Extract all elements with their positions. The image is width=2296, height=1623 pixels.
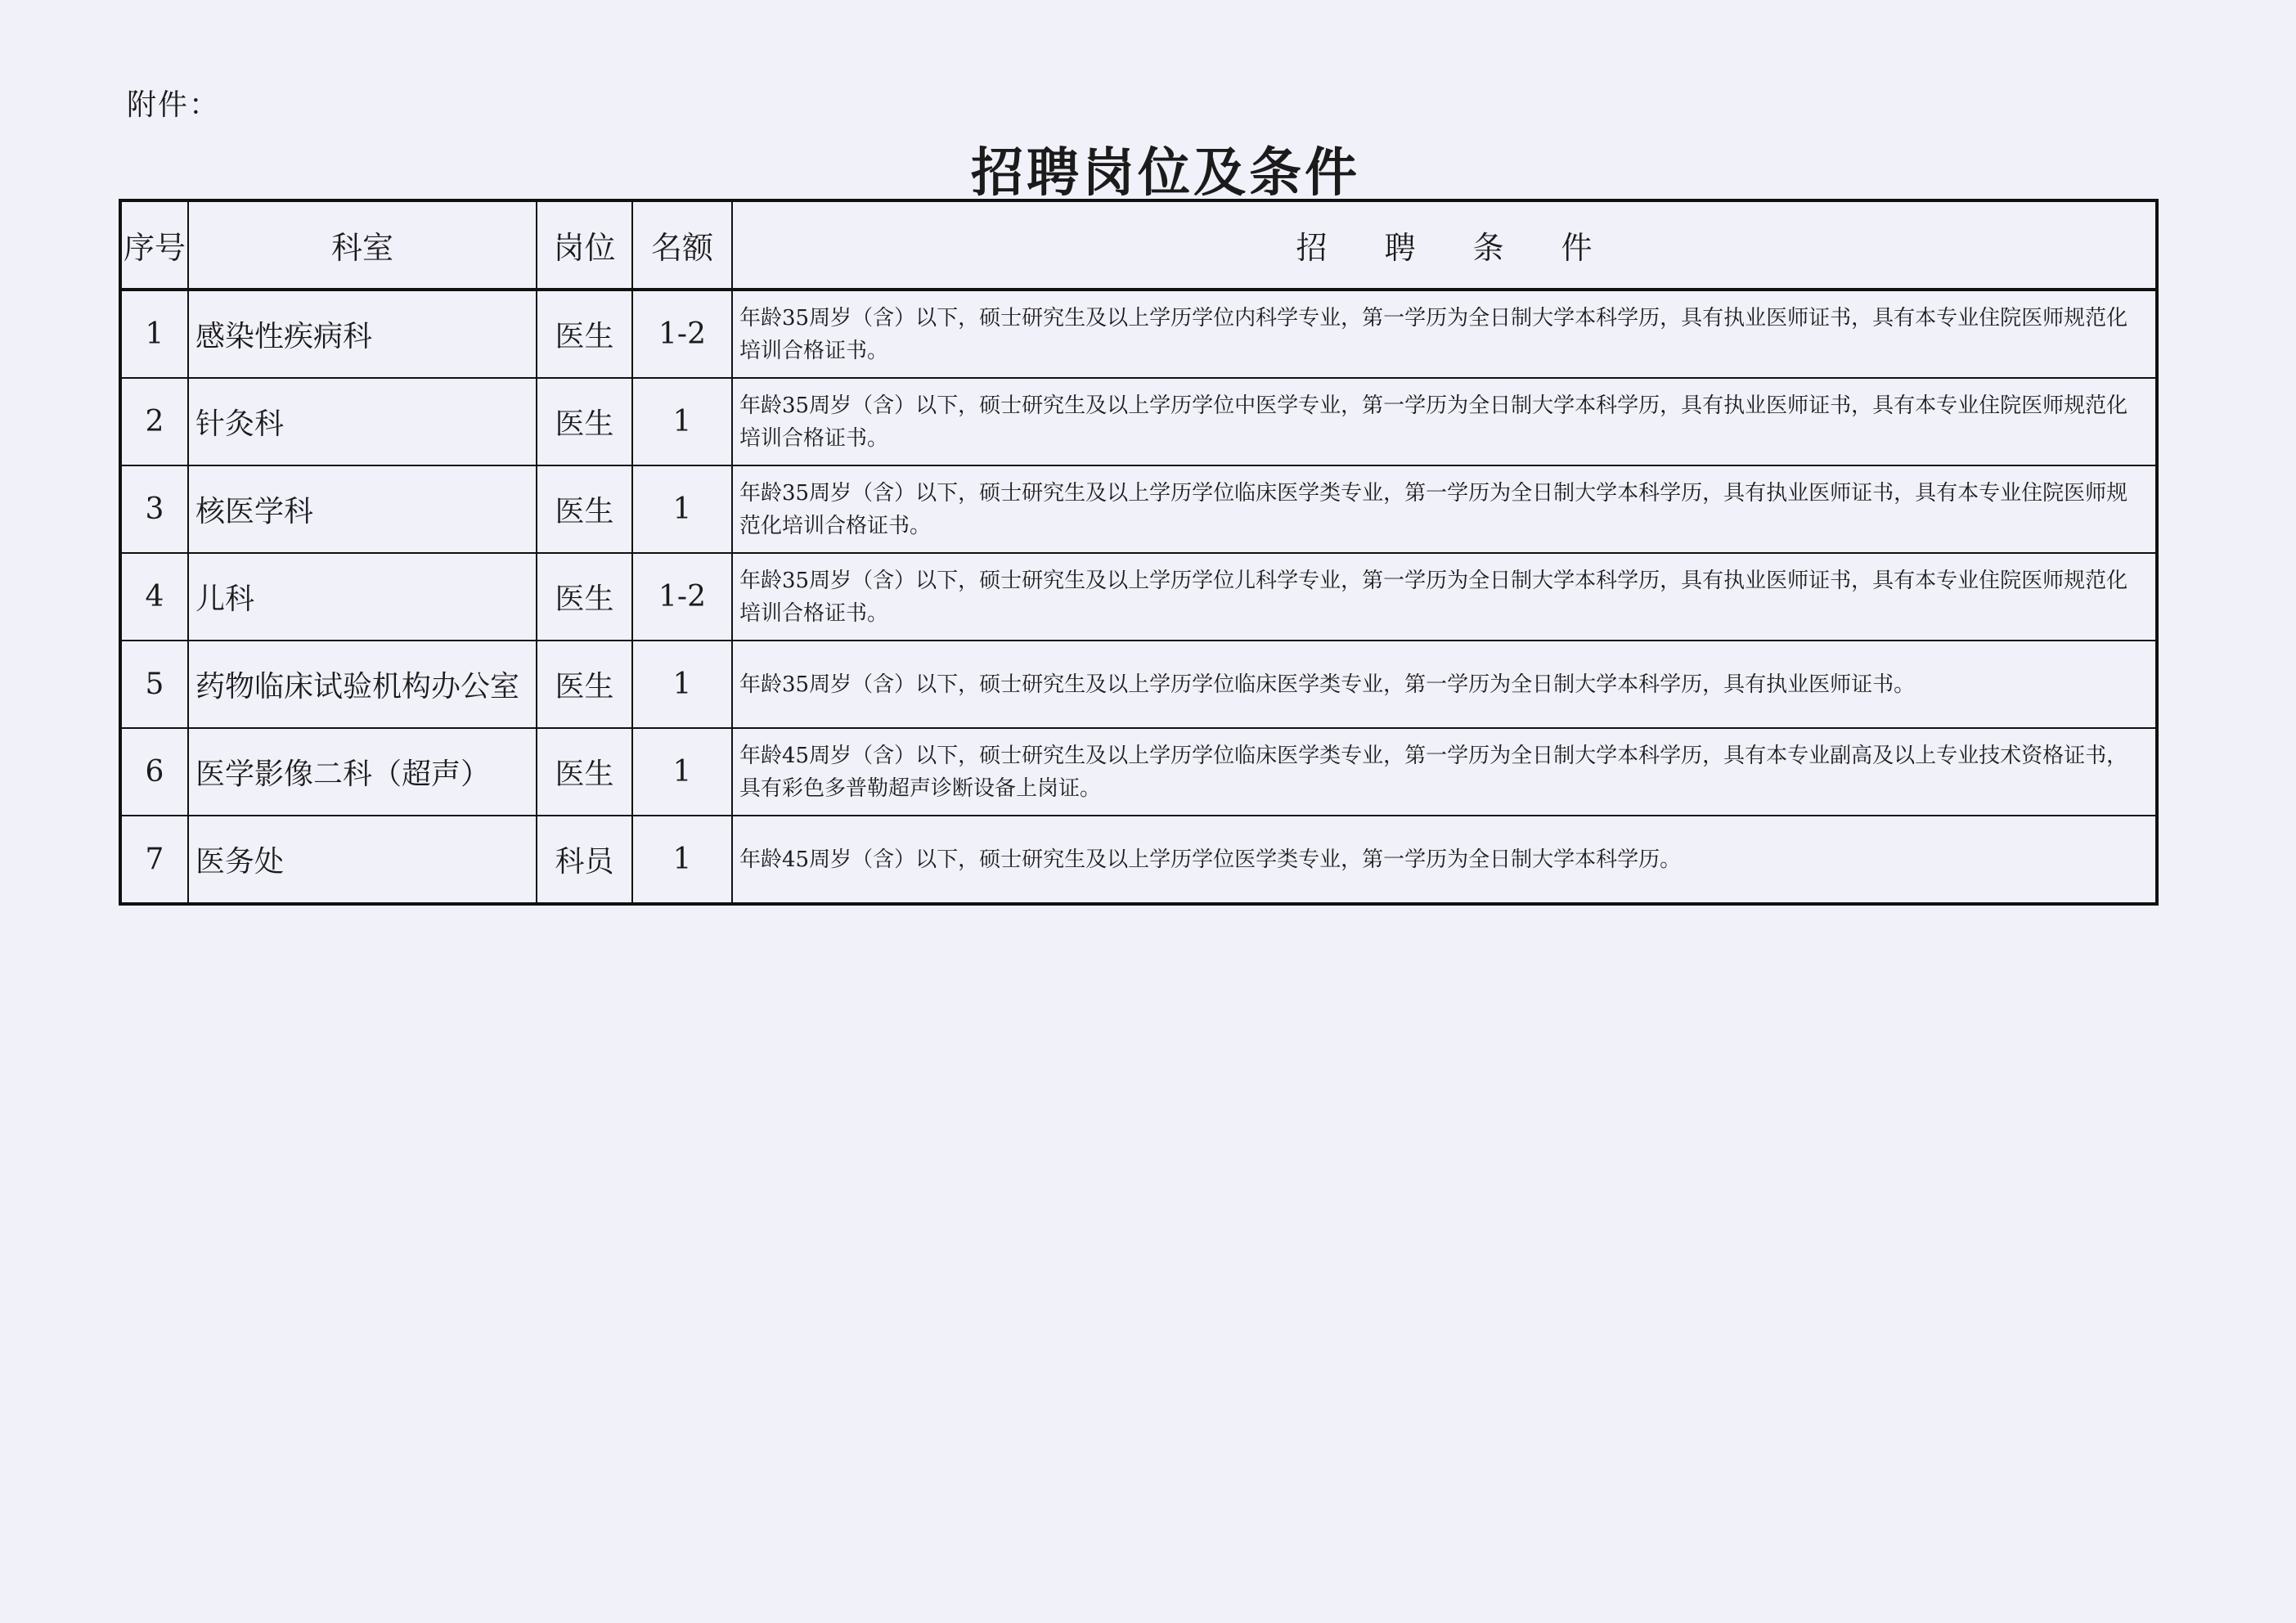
row-position: 医生 bbox=[537, 378, 632, 465]
row-quota: 1 bbox=[632, 378, 732, 465]
row-dept: 针灸科 bbox=[188, 378, 537, 465]
table-row bbox=[120, 290, 2157, 378]
row-dept: 医务处 bbox=[188, 816, 537, 904]
row-quota: 1 bbox=[632, 641, 732, 728]
row-conditions: 年龄45周岁（含）以下，硕士研究生及以上学历学位医学类专业，第一学历为全日制大学本科学历。 bbox=[732, 816, 2157, 904]
row-dept: 医学影像二科（超声） bbox=[188, 728, 537, 816]
row-position: 医生 bbox=[537, 465, 632, 553]
row-no: 6 bbox=[120, 728, 188, 816]
row-no: 5 bbox=[120, 641, 188, 728]
table-row bbox=[120, 553, 2157, 641]
row-conditions: 年龄35周岁（含）以下，硕士研究生及以上学历学位儿科学专业，第一学历为全日制大学本科学历，具有执业医师证书，具有本专业住院医师规范化培训合格证书。 bbox=[732, 553, 2157, 641]
row-dept: 感染性疾病科 bbox=[188, 290, 537, 378]
column-header-dept: 科室 bbox=[188, 200, 537, 290]
row-position: 医生 bbox=[537, 641, 632, 728]
row-dept: 核医学科 bbox=[188, 465, 537, 553]
table-row bbox=[120, 641, 2157, 728]
row-quota: 1 bbox=[632, 465, 732, 553]
row-quota: 1 bbox=[632, 728, 732, 816]
row-conditions: 年龄35周岁（含）以下，硕士研究生及以上学历学位内科学专业，第一学历为全日制大学本科学历，具有执业医师证书，具有本专业住院医师规范化培训合格证书。 bbox=[732, 290, 2157, 378]
row-conditions: 年龄35周岁（含）以下，硕士研究生及以上学历学位临床医学类专业，第一学历为全日制大学本科学历，具有执业医师证书。 bbox=[732, 641, 2157, 728]
row-no: 2 bbox=[120, 378, 188, 465]
recruitment-table bbox=[119, 199, 2159, 906]
attachment-label: 附件： bbox=[127, 88, 221, 122]
column-header-no: 序号 bbox=[120, 200, 188, 290]
table-row bbox=[120, 816, 2157, 904]
table-header-row bbox=[120, 200, 2157, 290]
row-no: 7 bbox=[120, 816, 188, 904]
row-quota: 1 bbox=[632, 816, 732, 904]
row-position: 科员 bbox=[537, 816, 632, 904]
row-conditions: 年龄45周岁（含）以下，硕士研究生及以上学历学位临床医学类专业，第一学历为全日制大学本科学历，具有本专业副高及以上专业技术资格证书，具有彩色多普勒超声诊断设备上岗证。 bbox=[732, 728, 2157, 816]
row-conditions: 年龄35周岁（含）以下，硕士研究生及以上学历学位中医学专业，第一学历为全日制大学本科学历，具有执业医师证书，具有本专业住院医师规范化培训合格证书。 bbox=[732, 378, 2157, 465]
column-header-quota: 名额 bbox=[632, 200, 732, 290]
row-dept: 药物临床试验机构办公室 bbox=[188, 641, 537, 728]
row-conditions: 年龄35周岁（含）以下，硕士研究生及以上学历学位临床医学类专业，第一学历为全日制大学本科学历，具有执业医师证书，具有本专业住院医师规范化培训合格证书。 bbox=[732, 465, 2157, 553]
row-quota: 1-2 bbox=[632, 290, 732, 378]
column-header-position: 岗位 bbox=[537, 200, 632, 290]
column-header-conditions: 招聘条件 bbox=[732, 200, 2157, 290]
table-row bbox=[120, 465, 2157, 553]
table-row bbox=[120, 378, 2157, 465]
page-title: 招聘岗位及条件 bbox=[971, 142, 1360, 204]
row-no: 4 bbox=[120, 553, 188, 641]
row-no: 1 bbox=[120, 290, 188, 378]
row-position: 医生 bbox=[537, 728, 632, 816]
row-quota: 1-2 bbox=[632, 553, 732, 641]
row-position: 医生 bbox=[537, 553, 632, 641]
row-no: 3 bbox=[120, 465, 188, 553]
row-position: 医生 bbox=[537, 290, 632, 378]
table-row bbox=[120, 728, 2157, 816]
row-dept: 儿科 bbox=[188, 553, 537, 641]
